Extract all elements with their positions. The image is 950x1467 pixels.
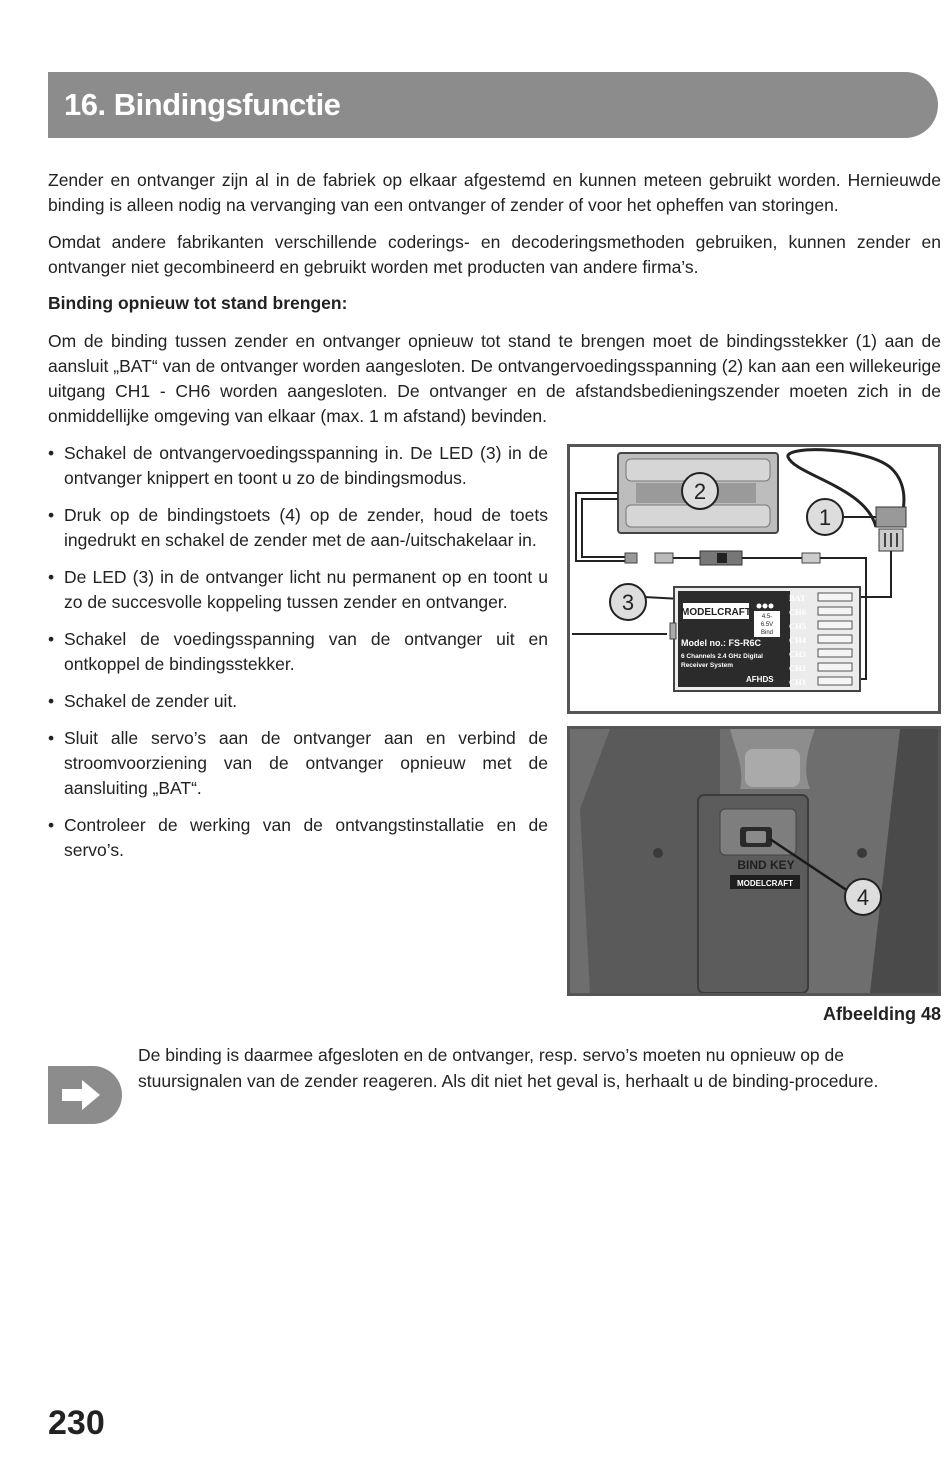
receiver-model: Model no.: FS-R6C: [681, 638, 761, 648]
arrow-right-icon: [48, 1066, 122, 1124]
section-title: 16. Bindingsfunctie: [64, 87, 341, 122]
transmitter-image: [698, 795, 808, 993]
svg-text:CH6: CH6: [789, 607, 806, 617]
intro-paragraph: Zender en ontvanger zijn al in de fabriek op elkaar afgestemd en kunnen meteen gebruikt worden. Hernieuwde binding is alleen nodig na vervanging van een ontvanger of zender of voor het opheffen van storingen.: [48, 170, 941, 215]
list-item: • Druk op de bindingstoets (4) op de zender, houd de toets ingedrukt en schakel de zender met de aan-/uitschakelaar in.: [48, 503, 548, 553]
svg-text:CH2: CH2: [789, 663, 806, 673]
list-item: • De LED (3) in de ontvanger licht nu permanent op en toont u zo de succesvolle koppeling tussen zender en ontvanger.: [48, 565, 548, 615]
receiver-wiring-figure: [567, 444, 941, 714]
section-header-bar: [48, 72, 938, 138]
subheading: Binding opnieuw tot stand brengen:: [48, 293, 348, 313]
svg-text:BAT: BAT: [789, 593, 806, 603]
figure-caption: Afbeelding 48: [822, 1004, 941, 1024]
list-item: • Controleer de werking van de ontvangstinstallatie en de servo’s.: [48, 813, 548, 863]
svg-text:4: 4: [856, 885, 870, 910]
svg-text:CH4: CH4: [789, 635, 806, 645]
svg-text:2: 2: [693, 479, 707, 504]
callout-1: [807, 499, 876, 535]
steps-list: [48, 441, 548, 875]
svg-text:3: 3: [621, 590, 635, 615]
list-item: • Schakel de zender uit.: [48, 689, 548, 714]
list-item: • Schakel de ontvangervoedingsspanning in. De LED (3) in de ontvanger knippert en toont u zo de bindingsmodus.: [48, 441, 548, 491]
receiver-brand: MODELCRAFT: [681, 607, 751, 618]
callout-2: [682, 473, 718, 509]
svg-text:6.5V: 6.5V: [760, 622, 774, 628]
svg-text:6 Channels 2.4 GHz Digital: 6 Channels 2.4 GHz Digital: [681, 653, 763, 660]
transmitter-bind-key-figure: [567, 726, 941, 996]
transmitter-brand: MODELCRAFT: [737, 879, 793, 888]
list-item: • Sluit alle servo’s aan de ontvanger aan en verbind de stroomvoorziening van de ontvanger opnieuw met de aansluiting „BAT“.: [48, 726, 548, 801]
svg-text:Bind: Bind: [760, 630, 774, 636]
callout-4: [845, 879, 881, 915]
svg-text:CH3: CH3: [789, 649, 806, 659]
svg-text:AFHDS: AFHDS: [746, 675, 774, 684]
svg-text:4.5-: 4.5-: [761, 614, 773, 620]
svg-text:CH1: CH1: [789, 677, 806, 687]
svg-text:Receiver System: Receiver System: [681, 662, 734, 669]
list-item: • Schakel de voedingsspanning van de ontvanger uit en ontkoppel de bindingsstekker.: [48, 627, 548, 677]
note-box: [48, 1066, 122, 1124]
svg-text:CH5: CH5: [789, 621, 806, 631]
bind-key-label: BIND KEY: [737, 858, 795, 872]
compatibility-paragraph: Omdat andere fabrikanten verschillende coderings- en decoderingsmethoden gebruiken, kunnen zender en ontvanger niet gecombineerd en gebruikt worden met producten van andere firma’s.: [48, 232, 941, 277]
svg-text:1: 1: [818, 505, 832, 530]
receiver-image: [670, 587, 860, 691]
callout-3: [610, 584, 646, 620]
binding-instructions-paragraph: Om de binding tussen zender en ontvanger opnieuw tot stand te brengen moet de bindingsstekker (1) aan de aansluit „BAT“ van de ontvanger worden aangesloten. De ontvangervoedingsspanning (2) kan aan een willekeurige uitgang CH1 - CH6 worden aangesloten. De ontvanger en de afstandsbedieningszender moeten zich in de onmiddellijke omgeving van elkaar (max. 1 m afstand) bevinden.: [48, 331, 941, 426]
note-text: De binding is daarmee afgesloten en de ontvanger, resp. servo’s moeten nu opnieuw op de stuursignalen van de zender reageren. Als dit niet het geval is, herhaalt u de binding-procedure.: [138, 1045, 879, 1091]
page-number: 230: [48, 1404, 105, 1442]
